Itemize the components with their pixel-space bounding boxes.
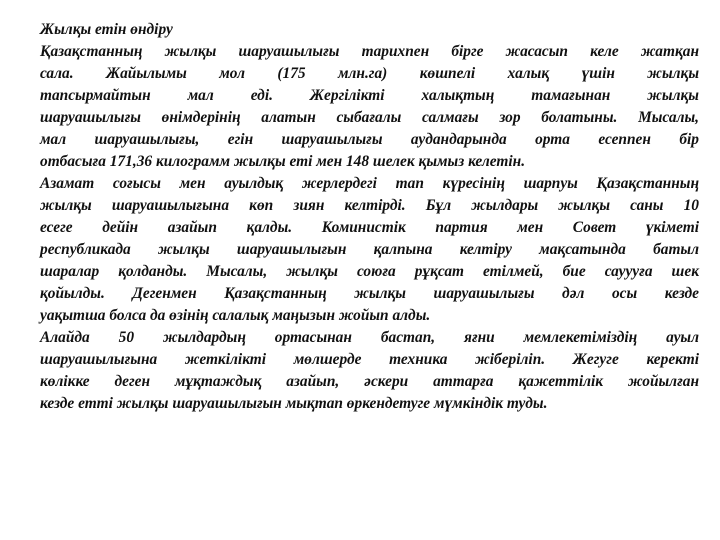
document-body: [40, 19, 699, 415]
text-line: қойылды. Дегенмен Қазақстанның жылқы шаруашылығы дәл осы кезде: [40, 285, 699, 302]
text-line: шаруашылығына жеткілікті мөлшерде техника жіберіліп. Жегуге керекті: [40, 351, 699, 368]
text-line: сала. Жайылымы мол (175 млн.га) көшпелі халық үшін жылқы: [40, 65, 699, 82]
text-line: шаруашылығы өнімдерінің алатын сыбағалы салмағы зор болатыны. Мысалы,: [40, 109, 699, 126]
text-line: отбасыға 171,36 килограмм жылқы еті мен 148 шелек қымыз келетін.: [40, 153, 526, 170]
text-line: кезде етті жылқы шаруашылығын мықтап өркендетуге мүмкіндік туды.: [40, 395, 548, 412]
text-line: тапсырмайтын мал еді. Жергілікті халықтың тамағынан жылқы: [40, 87, 699, 104]
text-line: республикада жылқы шаруашылығын қалпына келтіру мақсатында батыл: [40, 241, 699, 258]
document-title: Жылқы етін өндіру: [40, 21, 173, 38]
text-line: Алайда 50 жылдардың ортасынан бастап, яғни мемлекетіміздің ауыл: [40, 329, 699, 346]
text-line: мал шаруашылығы, егін шаруашылығы аудандарында орта есеппен бір: [40, 131, 699, 148]
text-line: Қазақстанның жылқы шаруашылығы тарихпен бірге жасасып келе жатқан: [40, 43, 699, 60]
text-line: жылқы шаруашылығына көп зиян келтірді. Бұл жылдары жылқы саны 10: [40, 197, 699, 214]
text-line: Азамат соғысы мен ауылдық жерлердегі тап күресінің шарпуы Қазақстанның: [40, 175, 699, 192]
text-line: уақытша болса да өзінің салалық маңызын жойып алды.: [40, 307, 431, 324]
text-line: шаралар қолданды. Мысалы, жылқы союға рұқсат етілмей, бие сауууға шек: [40, 263, 699, 280]
document-paragraphs: [40, 41, 699, 415]
text-line: көлікке деген мұқтаждық азайып, әскери аттарға қажеттілік жойылған: [40, 373, 699, 390]
text-line: есеге дейін азайып қалды. Коминистік партия мен Совет үкіметі: [40, 219, 699, 236]
